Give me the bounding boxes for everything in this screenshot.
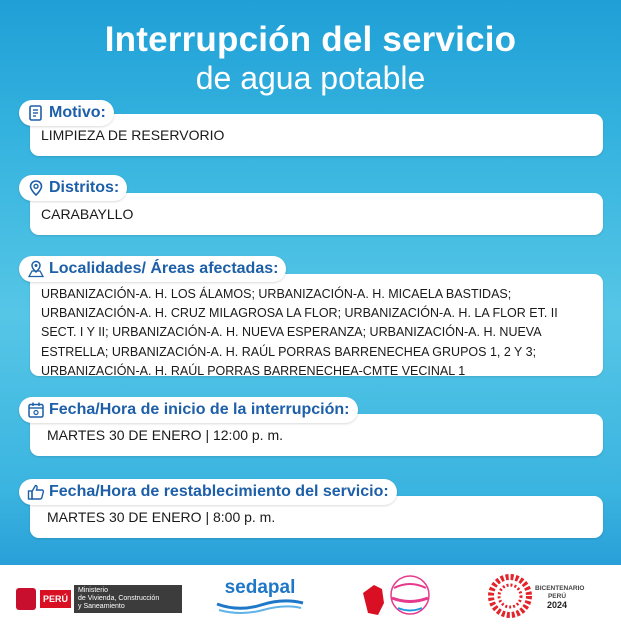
checklist-icon xyxy=(27,104,45,122)
localidades-label-text: Localidades/ Áreas afectadas: xyxy=(49,260,279,277)
distritos-label-text: Distritos: xyxy=(49,179,120,196)
localidades-line: URBANIZACIÓN-A. H. RAÚL PORRAS BARRENECHEA-CMTE VECINAL 1 xyxy=(41,363,466,378)
bicentenario-text xyxy=(535,585,585,610)
sedapal-logo xyxy=(215,577,305,620)
map-pin-icon xyxy=(27,260,45,278)
restablecimiento-label xyxy=(19,479,397,505)
calendar-icon xyxy=(27,401,45,419)
localidades-box xyxy=(30,274,603,376)
wave-icon xyxy=(215,599,305,615)
ministerio-logo xyxy=(16,585,182,613)
bicentenario-year: 2024 xyxy=(546,600,568,610)
peru-label: PERÚ xyxy=(40,590,71,608)
ministerio-line: Ministerio xyxy=(78,587,108,594)
bicentenario-emblem-icon xyxy=(487,573,533,619)
coat-of-arms-icon xyxy=(16,588,36,610)
title-line-2: de agua potable xyxy=(195,60,426,96)
distritos-value: CARABAYLLO xyxy=(41,206,134,222)
inicio-label xyxy=(19,397,358,423)
con-punche-peru-logo xyxy=(360,573,440,621)
localidades-line: ESTRELLA; URBANIZACIÓN-A. H. RAÚL PORRAS BARRENECHEA GRUPOS 1, 2 Y 3; xyxy=(41,344,537,359)
restablecimiento-label-text: Fecha/Hora de restablecimiento del servicio: xyxy=(49,483,389,500)
inicio-value: MARTES 30 DE ENERO | 12:00 p. m. xyxy=(47,427,284,443)
restablecimiento-value: MARTES 30 DE ENERO | 8:00 p. m. xyxy=(47,509,276,525)
localidades-line: SECT. I Y II; URBANIZACIÓN-A. H. NUEVA ESPERANZA; URBANIZACIÓN-A. H. NUEVA xyxy=(41,325,542,340)
ministerio-line: y Saneamiento xyxy=(78,603,125,610)
motivo-value: LIMPIEZA DE RESERVORIO xyxy=(41,127,225,143)
ministerio-line: de Vivienda, Construcción xyxy=(78,595,160,602)
location-pin-icon xyxy=(27,179,45,197)
ministerio-text xyxy=(74,585,182,613)
motivo-label-text: Motivo: xyxy=(49,104,106,121)
footer-logos xyxy=(0,565,621,628)
localidades-line: URBANIZACIÓN-A. H. CRUZ MILAGROSA LA FLOR; URBANIZACIÓN-A. H. LA FLOR ET. II xyxy=(41,306,558,321)
thumbs-up-icon xyxy=(27,483,45,501)
distritos-label xyxy=(19,175,127,201)
bicentenario-logo xyxy=(487,573,607,621)
bicentenario-line: PERÚ xyxy=(547,593,567,600)
motivo-box xyxy=(30,114,603,156)
localidades-line: URBANIZACIÓN-A. H. LOS ÁLAMOS; URBANIZACIÓN-A. H. MICAELA BASTIDAS; xyxy=(41,287,512,301)
localidades-label xyxy=(19,256,286,282)
inicio-label-text: Fecha/Hora de inicio de la interrupción: xyxy=(49,401,350,418)
sedapal-text: sedapal xyxy=(224,577,296,598)
title-line-1: Interrupción del servicio xyxy=(104,20,517,59)
motivo-label xyxy=(19,100,114,126)
bicentenario-line: BICENTENARIO xyxy=(535,585,585,592)
